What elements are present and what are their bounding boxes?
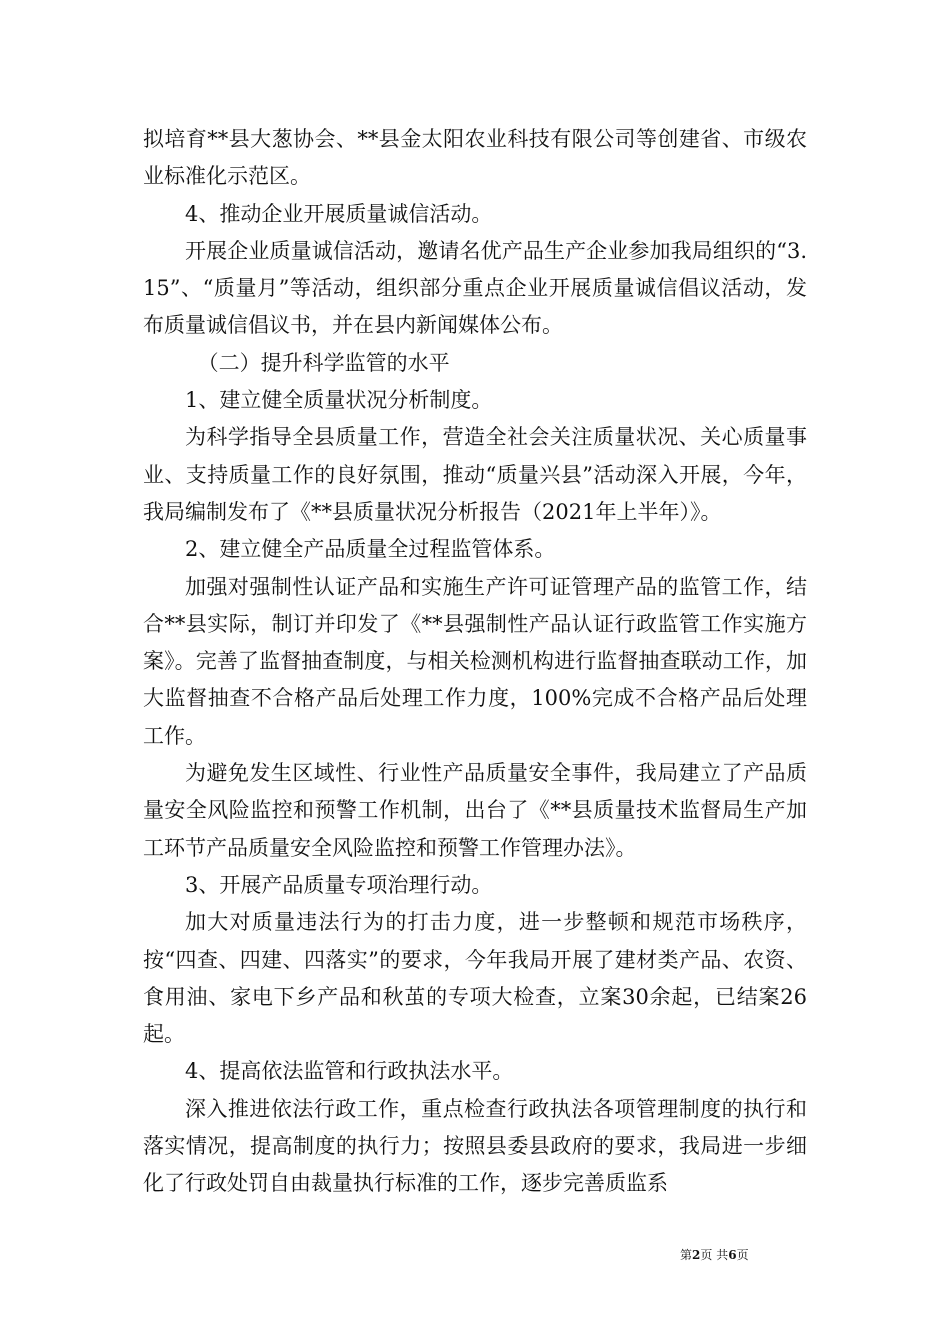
paragraph: 深入推进依法行政工作，重点检查行政执法各项管理制度的执行和落实情况，提高制度的执行力；按照县委县政府的要求，我局进一步细化了行政处罚自由裁量执行标准的工作，逐步完善质监系 (143, 1096, 807, 1196)
paragraph: 加强对强制性认证产品和实施生产许可证管理产品的监管工作，结合**县实际，制订并印发了《**县强制性产品认证行政监管工作实施方案》。完善了监督抽查制度，与相关检测机构进行监督抽查联动工作，加大监督抽查不合格产品后处理工作力度，100%完成不合格产品后处理工作。 (143, 574, 807, 748)
page-footer (680, 1247, 810, 1263)
footer-suffix: 页 (736, 1248, 749, 1262)
item-heading-3-special-action: 3、开展产品质量专项治理行动。 (185, 872, 493, 897)
footer-middle: 页 共 (700, 1248, 729, 1262)
footer-prefix: 第 (680, 1248, 693, 1262)
item-heading-1-analysis-system: 1、建立健全质量状况分析制度。 (185, 388, 493, 413)
page-number-current: 2 (692, 1248, 701, 1262)
paragraph: 开展企业质量诚信活动，邀请名优产品生产企业参加我局组织的“3.15”、“质量月”等活动，组织部分重点企业开展质量诚信倡议活动，发布质量诚信倡议书，并在县内新闻媒体公布。 (143, 238, 807, 338)
page-number-total: 6 (728, 1248, 737, 1262)
paragraph-continuation: 拟培育**县大葱协会、**县金太阳农业科技有限公司等创建省、市级农业标准化示范区。 (143, 127, 807, 189)
item-heading-2-supervision-system: 2、建立健全产品质量全过程监管体系。 (185, 537, 556, 562)
document-body (143, 121, 807, 1203)
section-heading-2: （二）提升科学监管的水平 (197, 350, 450, 375)
item-heading-4-law-enforcement: 4、提高依法监管和行政执法水平。 (185, 1059, 514, 1084)
paragraph: 为科学指导全县质量工作，营造全社会关注质量状况、关心质量事业、支持质量工作的良好氛围，推动“质量兴县”活动深入开展，今年，我局编制发布了《**县质量状况分析报告（2021年上半年）》。 (143, 425, 807, 524)
paragraph: 加大对质量违法行为的打击力度，进一步整顿和规范市场秩序，按“四查、四建、四落实”的要求，今年我局开展了建材类产品、农资、食用油、家电下乡产品和秋茧的专项大检查，立案30余起，已结案26起。 (143, 910, 807, 1047)
paragraph: 为避免发生区域性、行业性产品质量安全事件，我局建立了产品质量安全风险监控和预警工作机制，出台了《**县质量技术监督局生产加工环节产品质量安全风险监控和预警工作管理办法》。 (143, 761, 807, 860)
item-heading-4-quality-integrity: 4、推动企业开展质量诚信活动。 (185, 201, 493, 226)
